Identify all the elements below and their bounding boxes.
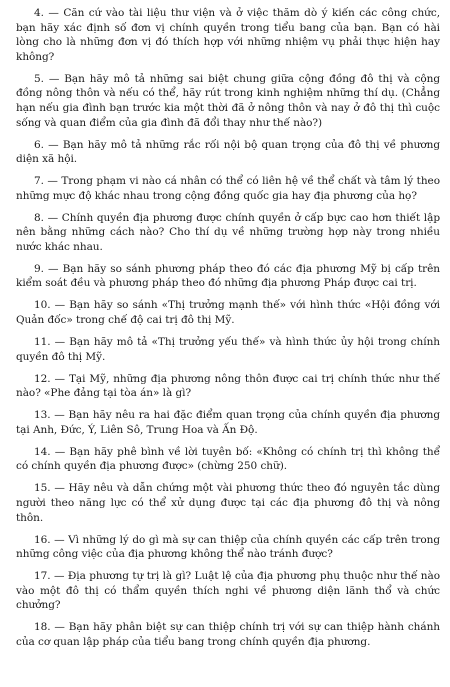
question-17: 17. — Địa phương tự trị là gì? Luật lệ của địa phương phụ thuộc như thế nào vào một đô thị có thẩm quyền thích nghi về phương diện lãnh thổ và chức chưởng? [16,570,440,612]
question-7: 7. — Trong phạm vi nào cá nhân có thể có liên hệ về thể chất và tâm lý theo những mực độ khác nhau trong cộng đồng quốc gia hay địa phương của họ? [16,175,440,202]
question-14: 14. — Bạn hãy phê bình về lời tuyên bố: «Không có chính trị thì không thể có chính quyền địa phương được» (chừng 250 chữ). [16,445,440,473]
question-18: 18. — Bạn hãy phân biệt sự can thiệp chính trị với sự can thiệp hành chánh của cơ quan lập pháp của tiểu bang trong chính quyền địa phương. [16,621,440,648]
question-12: 12. — Tại Mỹ, những địa phương nông thôn được cai trị chính thức như thế nào? «Phe đảng tại tòa án» là gì? [16,372,440,400]
question-9: 9. — Bạn hãy so sánh phương pháp theo đó các địa phương Mỹ bị cấp trên kiểm soát đều và phương pháp theo đó những địa phương Pháp được cai trị. [16,262,440,290]
question-6: 6. — Bạn hãy mô tả những rắc rối nội bộ quan trọng của đô thị về phương diện xã hội. [16,138,440,166]
question-11: 11. — Bạn hãy mô tả «Thị trưởng yếu thế» và hình thức ủy hội trong chính quyền đô thị Mỹ. [16,336,440,363]
question-5: 5. — Bạn hãy mô tả những sai biệt chung giữa cộng đồng đô thị và cộng đồng nông thôn và nếu có thể, hãy rút trong kinh nghiệm những thí dụ. (Chẳng hạn nếu gia đình bạn trước kia một thời đã ở nông thôn và nay ở đô thị thì cuộc sống và quan điểm của gia đình đã đổi thay như thế nào?) [16,72,440,129]
question-4: 4. — Căn cứ vào tài liệu thư viện và ở việc thăm dò ý kiến các công chức, bạn hãy xác định số đơn vị chính quyền trong tiểu bang của bạn. Bạn có hài lòng cho là những đơn vị đó thích hợp với những nhiệm vụ phải thực hiện hay không? [16,7,440,63]
question-15: 15. — Hãy nêu và dẫn chứng một vài phương thức theo đó nguyên tắc dùng người theo năng lực có thể xử dụng được tại các địa phương đô thị và nông thôn. [16,482,440,524]
question-10: 10. — Bạn hãy so sánh «Thị trưởng mạnh thế» với hình thức «Hội đồng với Quản đốc» trong chế độ cai trị đô thị Mỹ. [16,299,440,327]
question-8: 8. — Chính quyền địa phương được chính quyền ở cấp bực cao hơn thiết lập nên bằng những cách nào? Cho thí dụ về những trường hợp này trong nhiều nước khác nhau. [16,211,440,253]
question-16: 16. — Vì những lý do gì mà sự can thiệp của chính quyền các cấp trên trong những công việc của địa phương không thể nào tránh được? [16,533,440,561]
question-13: 13. — Bạn hãy nêu ra hai đặc điểm quan trọng của chính quyền địa phương tại Anh, Đức, Ý, Liên Sô, Trung Hoa và Ấn Độ. [16,409,440,436]
